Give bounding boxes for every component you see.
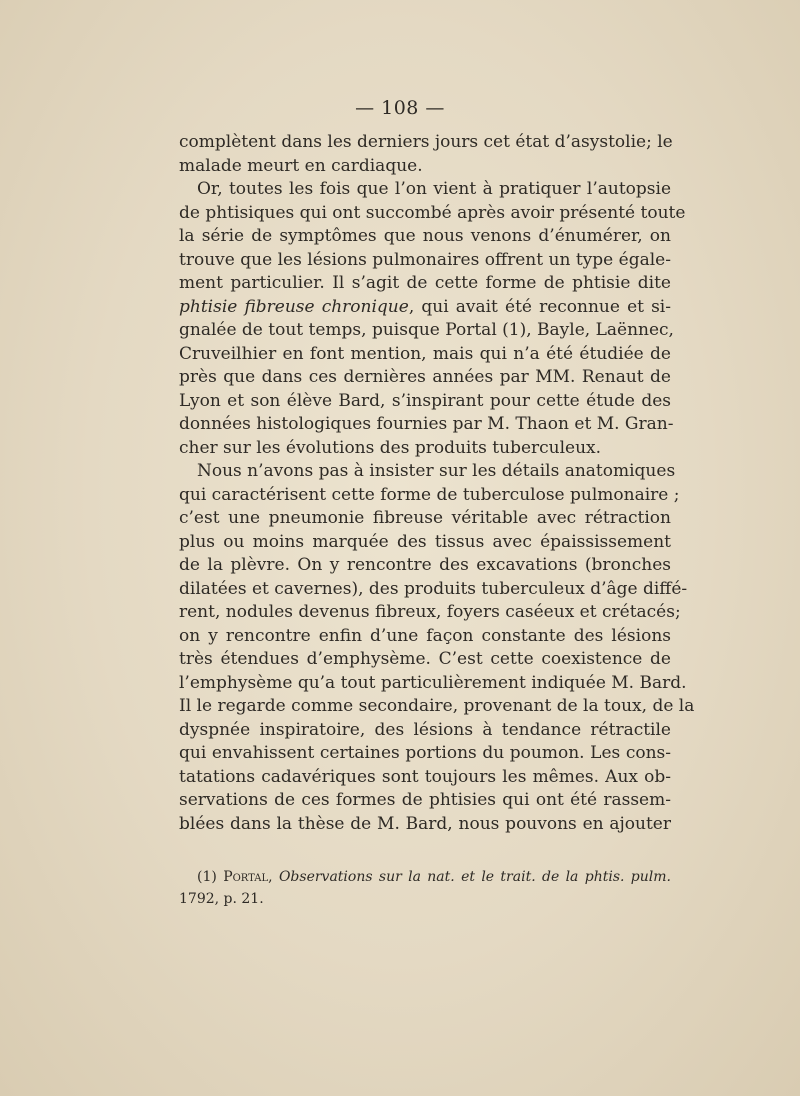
text-line: ment particulier. Il s’agit de cette forme de phtisie dite — [179, 273, 671, 293]
page-number: — 108 — — [355, 97, 445, 119]
text-line: de la plèvre. On y rencontre des excavations (bronches — [179, 555, 671, 575]
footnote-author: Portal, — [223, 869, 273, 885]
text-line: tatations cadavériques sont toujours les mêmes. Aux ob- — [179, 766, 671, 787]
text-line: trouve que les lésions pulmonaires offrent un type égale- — [179, 249, 671, 270]
text-line: plus ou moins marquée des tissus avec épaississement — [179, 531, 671, 552]
footnote-details: 1792, p. 21. — [179, 891, 264, 907]
text-line: de phtisiques qui ont succombé après avoir présenté toute — [179, 202, 686, 223]
text-line: près que dans ces dernières années par MM. Renaut de — [179, 367, 671, 387]
text-line: cher sur les évolutions des produits tuberculeux. — [179, 437, 602, 458]
text-line: très étendues d’emphysème. C’est cette coexistence de — [179, 649, 671, 669]
text-line: malade meurt en cardiaque. — [179, 155, 423, 176]
text-line: complètent dans les derniers jours cet état d’asystolie; le — [179, 132, 673, 152]
text-line: Or, toutes les fois que l’on vient à pratiquer l’autopsie — [197, 179, 671, 199]
text-line: Lyon et son élève Bard, s’inspirant pour cette étude des — [179, 390, 671, 411]
body-text — [179, 131, 695, 836]
text-line — [179, 296, 671, 320]
footnote-marker: (1) — [197, 869, 217, 885]
text-line: Il le regarde comme secondaire, provenant de la toux, de la — [179, 696, 695, 716]
text-line: l’emphysème qu’a tout particulièrement indiquée M. Bard. — [179, 672, 687, 693]
text-line: on y rencontre enfin d’une façon constante des lésions — [179, 625, 671, 646]
footnote-line — [179, 866, 671, 888]
footnote — [179, 866, 671, 910]
text-line: servations de ces formes de phtisies qui ont été rassem- — [179, 790, 671, 810]
text-line: Cruveilhier en font mention, mais qui n’a été étudiée de — [179, 343, 671, 364]
text-line: c’est une pneumonie fibreuse véritable avec rétraction — [179, 508, 671, 528]
italic-term: phtisie fibreuse chronique — [179, 296, 409, 317]
text-line: la série de symptômes que nous venons d’énumérer, on — [179, 226, 671, 246]
text-line: dyspnée inspiratoire, des lésions à tendance rétractile — [179, 719, 671, 740]
text-line: qui envahissent certaines portions du poumon. Les cons- — [179, 743, 671, 763]
text-line: qui caractérisent cette forme de tuberculose pulmonaire ; — [179, 484, 680, 505]
text-line: Nous n’avons pas à insister sur les détails anatomiques — [197, 461, 676, 481]
text-line: dilatées et cavernes), des produits tuberculeux d’âge diffé- — [179, 578, 688, 599]
text-line-rest: , qui avait été reconnue et si- — [408, 296, 671, 317]
text-line: gnalée de tout temps, puisque Portal (1), Bayle, Laënnec, — [179, 320, 674, 340]
footnote-title: Observations sur la nat. et le trait. de la phtis. pulm. — [278, 869, 671, 885]
text-line: blées dans la thèse de M. Bard, nous pouvons en ajouter — [179, 813, 671, 834]
text-line: données histologiques fournies par M. Thaon et M. Gran- — [179, 414, 674, 434]
text-line: rent, nodules devenus fibreux, foyers caséeux et crétacés; — [179, 602, 681, 622]
